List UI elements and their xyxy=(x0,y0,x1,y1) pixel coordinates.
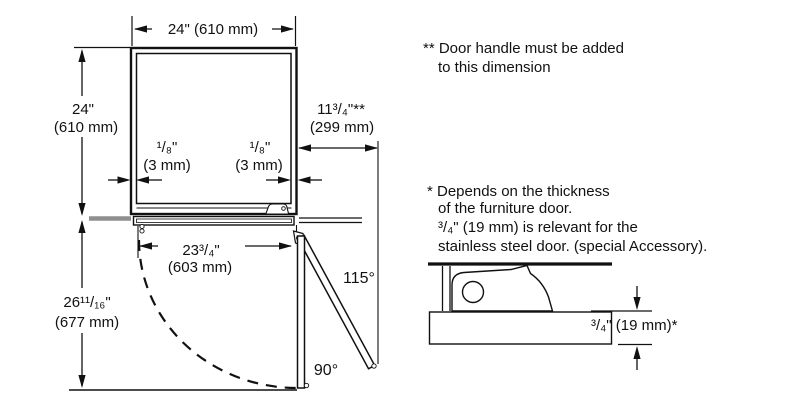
note-thickness-line3: ³/₄" (19 mm) is relevant for the xyxy=(438,219,638,236)
label-angle-115: 115° xyxy=(343,270,375,287)
note-thickness-line4: stainless steel door. (special Accessory). xyxy=(438,238,708,255)
label-gap-left-mm: (3 mm) xyxy=(143,157,191,174)
label-gap-right-mm: (3 mm) xyxy=(235,157,283,174)
label-panel-thickness: ³/₄" (19 mm)* xyxy=(591,317,678,334)
label-projection-mm: (299 mm) xyxy=(309,119,375,136)
note-thickness-line1: * Depends on the thickness xyxy=(427,183,610,200)
door-115 xyxy=(298,235,375,368)
label-top-width: 24" (610 mm) xyxy=(167,21,259,38)
label-left-height-mm: (610 mm) xyxy=(53,119,119,136)
note-handle-line1: ** Door handle must be added xyxy=(423,40,624,57)
label-swing-in: 26¹¹/₁₆" xyxy=(63,294,111,311)
note-handle-line2: to this dimension xyxy=(438,59,551,76)
appliance-door-panel xyxy=(134,217,295,234)
label-swing-mm: (677 mm) xyxy=(54,314,120,331)
dim-gap-right xyxy=(266,176,322,183)
label-gap-left-in: ¹/₈" xyxy=(156,139,178,156)
door-90 xyxy=(298,236,305,388)
dim-gap-left xyxy=(108,176,162,183)
label-door-width-mm: (603 mm) xyxy=(167,259,233,276)
label-angle-90: 90° xyxy=(313,362,339,379)
cabinet-opening xyxy=(131,48,297,214)
note-thickness-line2: of the furniture door. xyxy=(438,200,573,217)
label-door-width-in: 23³/₄" xyxy=(182,242,220,259)
detail-hinge-body xyxy=(452,266,553,312)
label-gap-right-in: ¹/₈" xyxy=(249,139,271,156)
detail-furniture-panel xyxy=(430,312,612,344)
label-left-height-in: 24" xyxy=(71,101,95,118)
label-projection-in: 11³/₄"** xyxy=(317,101,365,118)
labels xyxy=(54,21,707,379)
